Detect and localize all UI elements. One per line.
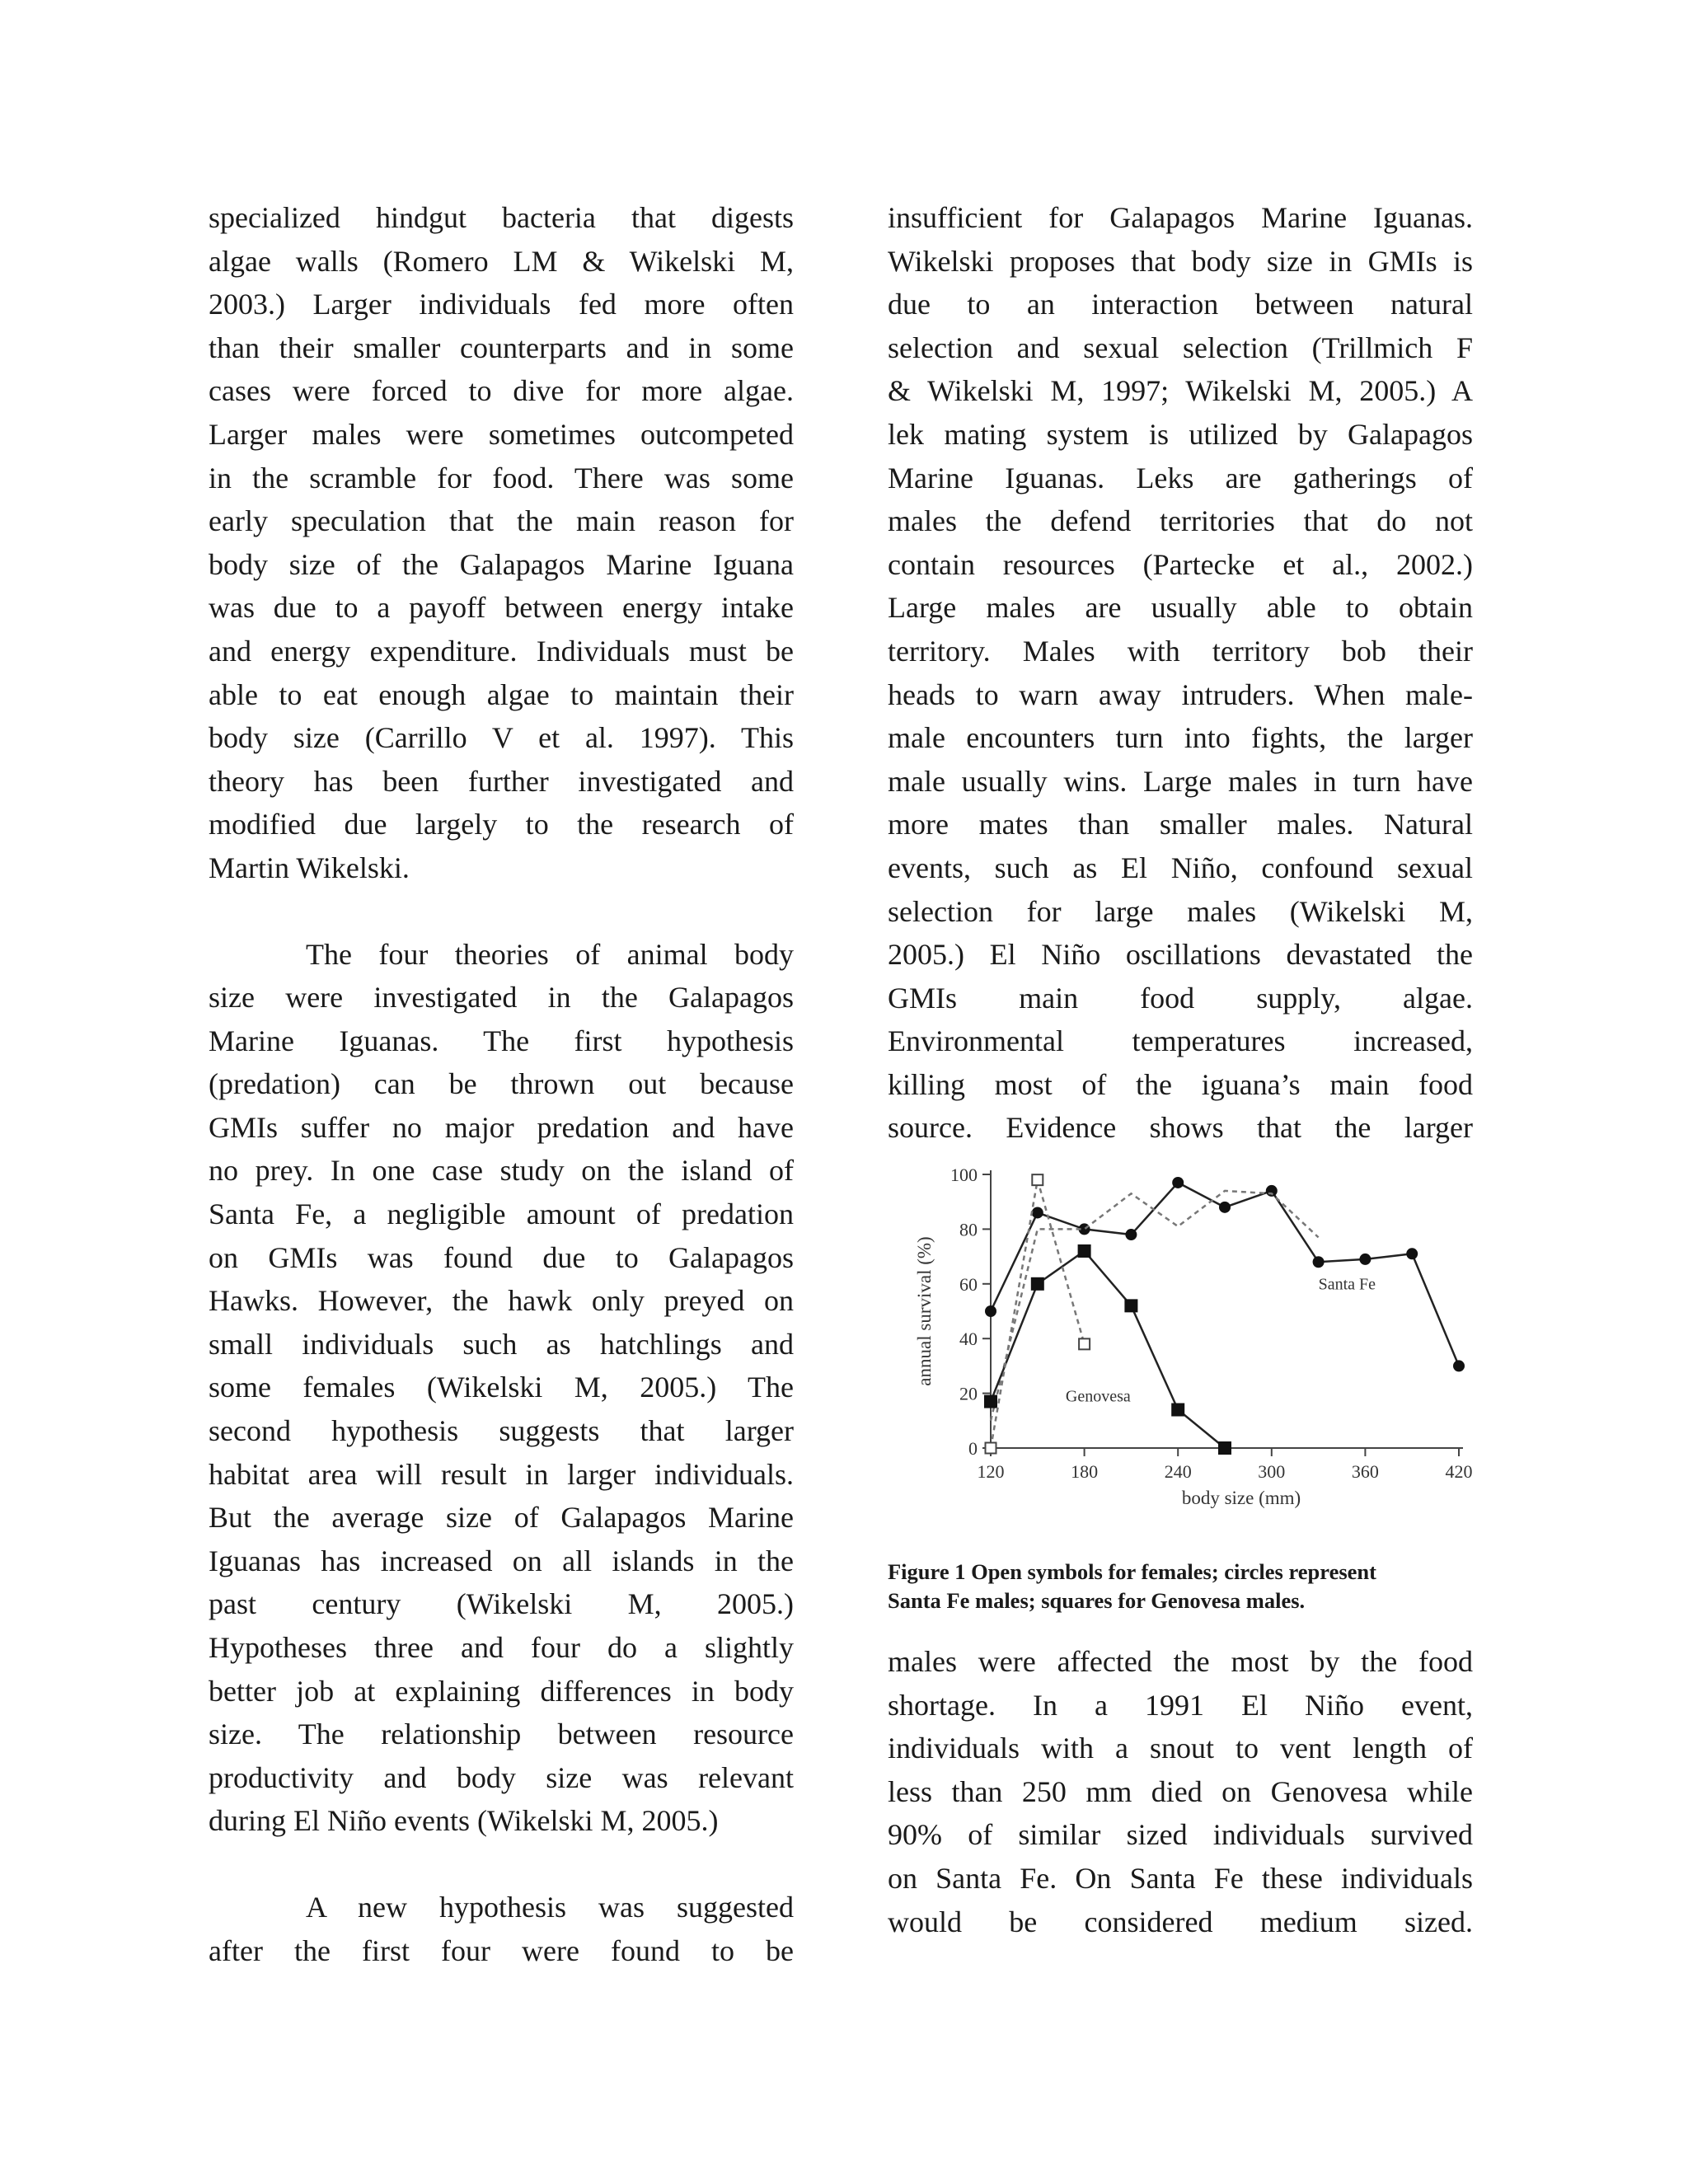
data-point <box>1453 1360 1465 1371</box>
x-tick-label: 360 <box>1351 1461 1379 1482</box>
text-line: during El Niño events (Wikelski M, 2005.) <box>209 1804 719 1838</box>
text-line: was due to a payoff between energy intake <box>209 591 794 625</box>
text-line: specialized hindgut bacteria that digests <box>209 201 794 234</box>
data-point <box>1031 1277 1044 1291</box>
text-line: algae walls (Romero LM & Wikelski M, <box>209 244 794 278</box>
data-point <box>1079 1338 1090 1349</box>
text-line: Santa Fe, a negligible amount of predation <box>209 1197 794 1231</box>
paragraph-2 <box>209 933 794 1843</box>
caption-line-1: Figure 1 Open symbols for females; circles represent <box>888 1559 1376 1584</box>
series-line <box>991 1191 1319 1421</box>
x-tick-label: 300 <box>1258 1461 1286 1482</box>
text-line: body size (Carrillo V et al. 1997). This <box>209 721 794 755</box>
data-point <box>984 1395 997 1408</box>
text-line: 2005.) El Niño oscillations devastated the <box>888 938 1473 972</box>
text-line: GMIs suffer no major predation and have <box>209 1110 794 1144</box>
text-line: killing most of the iguana’s main food <box>888 1067 1473 1101</box>
text-line: 2003.) Larger individuals fed more often <box>209 288 794 321</box>
y-tick-label: 100 <box>950 1165 978 1185</box>
text-line: on GMIs was found due to Galapagos <box>209 1240 794 1274</box>
text-line: Environmental temperatures increased, <box>888 1024 1473 1058</box>
data-point <box>1218 1441 1231 1455</box>
text-line: habitat area will result in larger individuals. <box>209 1457 794 1491</box>
text-line: able to eat enough algae to maintain their <box>209 677 794 711</box>
text-line: small individuals such as hatchlings and <box>209 1327 794 1361</box>
text-line: male usually wins. Large males in turn have <box>888 764 1473 798</box>
text-line: productivity and body size was relevant <box>209 1760 794 1794</box>
text-line: source. Evidence shows that the larger <box>888 1111 1473 1145</box>
text-line: Iguanas has increased on all islands in the <box>209 1544 794 1577</box>
text-line: past century (Wikelski M, 2005.) <box>209 1587 794 1621</box>
text-line: on Santa Fe. On Santa Fe these individuals <box>888 1861 1473 1895</box>
survival-chart <box>888 1146 1481 1533</box>
data-point <box>985 1305 996 1317</box>
data-point <box>1172 1177 1184 1188</box>
text-line: more mates than smaller males. Natural <box>888 808 1473 841</box>
text-line: no prey. In one case study on the island of <box>209 1154 794 1188</box>
text-line: shortage. In a 1991 El Niño event, <box>888 1688 1473 1722</box>
text-line: A new hypothesis was suggested <box>306 1890 794 1924</box>
data-point <box>1032 1174 1043 1185</box>
data-point <box>1406 1248 1418 1259</box>
y-tick-label: 40 <box>959 1329 978 1350</box>
x-tick-label: 120 <box>977 1461 1005 1482</box>
text-line: body size of the Galapagos Marine Iguana <box>209 547 794 581</box>
figure-1 <box>888 1146 1481 1533</box>
data-point <box>1219 1202 1231 1213</box>
text-line: heads to warn away intruders. When male- <box>888 677 1473 711</box>
figure-caption <box>888 1558 1473 1615</box>
y-axis-label: annual survival (%) <box>914 1236 935 1386</box>
text-line: after the first four were found to be <box>209 1933 794 1967</box>
text-line: size were investigated in the Galapagos <box>209 981 794 1015</box>
paragraph-1 <box>209 196 794 890</box>
text-line: second hypothesis suggests that larger <box>209 1414 794 1448</box>
text-line: early speculation that the main reason for <box>209 504 794 538</box>
text-line: Large males are usually able to obtain <box>888 591 1473 625</box>
text-line: events, such as El Niño, confound sexual <box>888 851 1473 884</box>
text-line: due to an interaction between natural <box>888 288 1473 321</box>
text-line: (predation) can be thrown out because <box>209 1067 794 1101</box>
text-line: Larger males were sometimes outcompeted <box>209 417 794 451</box>
text-line: Marine Iguanas. The first hypothesis <box>209 1024 794 1057</box>
data-point <box>1078 1244 1091 1258</box>
text-line: Hawks. However, the hawk only preyed on <box>209 1284 794 1318</box>
text-line: would be considered medium sized. <box>888 1905 1473 1938</box>
text-line: But the average size of Galapagos Marine <box>209 1501 794 1535</box>
text-line: in the scramble for food. There was some <box>209 461 794 494</box>
text-line: insufficient for Galapagos Marine Iguanas. <box>888 201 1473 234</box>
x-tick-label: 420 <box>1445 1461 1473 1482</box>
text-line: Wikelski proposes that body size in GMIs is <box>888 244 1473 278</box>
series-line <box>991 1251 1225 1448</box>
text-line: Hypotheses three and four do a slightly <box>209 1631 794 1664</box>
text-line: GMIs main food supply, algae. <box>888 981 1473 1015</box>
text-line: Marine Iguanas. Leks are gatherings of <box>888 461 1473 494</box>
text-line: modified due largely to the research of <box>209 808 794 841</box>
text-line: 90% of similar sized individuals survived <box>888 1818 1473 1852</box>
data-point <box>1125 1229 1137 1240</box>
data-point <box>986 1443 996 1454</box>
text-line: males were affected the most by the food <box>888 1645 1473 1678</box>
text-line: territory. Males with territory bob their <box>888 634 1473 668</box>
data-point <box>1359 1254 1371 1265</box>
right-column-bottom <box>888 1640 1473 1943</box>
caption-line-2: Santa Fe males; squares for Genovesa males. <box>888 1588 1306 1613</box>
text-line: selection and sexual selection (Trillmich F <box>888 330 1473 364</box>
text-line: Martin Wikelski. <box>209 851 410 884</box>
annotation-genovesa: Genovesa <box>1065 1387 1131 1406</box>
x-tick-label: 240 <box>1164 1461 1192 1482</box>
y-tick-label: 80 <box>959 1219 978 1240</box>
text-line: cases were forced to dive for more algae. <box>209 374 794 408</box>
text-line: size. The relationship between resource <box>209 1718 794 1751</box>
data-point <box>1032 1207 1043 1218</box>
text-line: males the defend territories that do not <box>888 504 1473 538</box>
data-point <box>1124 1299 1137 1312</box>
x-tick-label: 180 <box>1071 1461 1099 1482</box>
text-line: & Wikelski M, 1997; Wikelski M, 2005.) A <box>888 374 1473 408</box>
y-tick-label: 0 <box>968 1438 978 1459</box>
text-line: individuals with a snout to vent length of <box>888 1732 1473 1765</box>
text-line: some females (Wikelski M, 2005.) The <box>209 1371 794 1404</box>
text-line: better job at explaining differences in body <box>209 1674 794 1708</box>
text-line: theory has been further investigated and <box>209 764 794 798</box>
text-line: less than 250 mm died on Genovesa while <box>888 1774 1473 1808</box>
text-line: and energy expenditure. Individuals must be <box>209 634 794 668</box>
paragraph-3 <box>209 1886 794 1972</box>
annotation-santa-fe: Santa Fe <box>1318 1275 1376 1294</box>
data-point <box>1313 1256 1325 1268</box>
paragraph-5 <box>888 1640 1473 1943</box>
text-line: than their smaller counterparts and in some <box>209 330 794 364</box>
text-line: The four theories of animal body <box>306 937 794 971</box>
x-axis-label: body size (mm) <box>1181 1488 1301 1508</box>
text-line: lek mating system is utilized by Galapagos <box>888 417 1473 451</box>
text-line: selection for large males (Wikelski M, <box>888 894 1473 928</box>
series-line <box>991 1180 1085 1448</box>
data-point <box>1171 1404 1184 1417</box>
y-tick-label: 20 <box>959 1383 978 1404</box>
text-line: male encounters turn into fights, the larger <box>888 721 1473 755</box>
text-line: contain resources (Partecke et al., 2002.) <box>888 547 1473 581</box>
right-column <box>888 196 1473 1150</box>
left-column <box>209 196 794 1972</box>
y-tick-label: 60 <box>959 1273 978 1295</box>
paragraph-4 <box>888 196 1473 1150</box>
